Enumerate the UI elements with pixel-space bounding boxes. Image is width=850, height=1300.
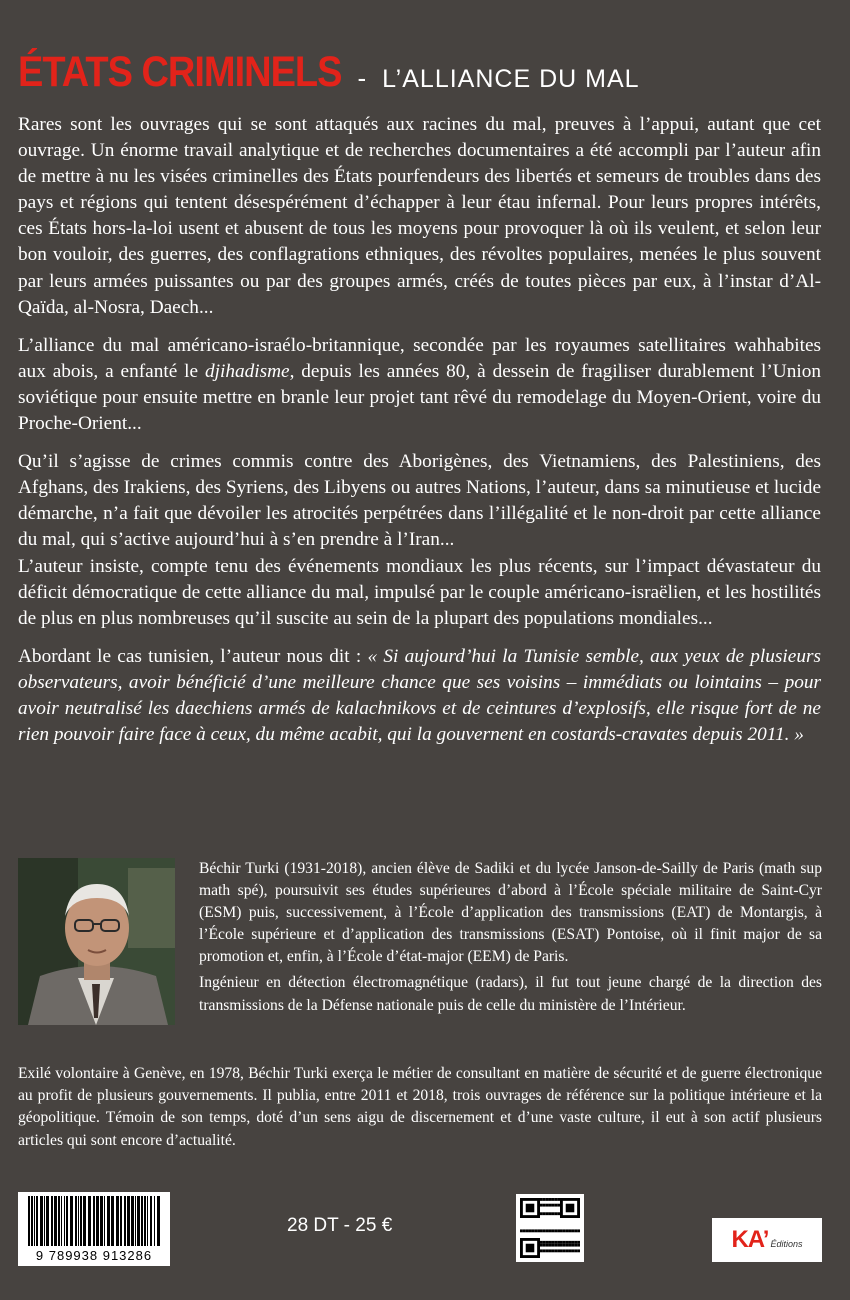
paragraph-2 — [18, 333, 821, 437]
barcode-bar — [157, 1196, 160, 1246]
qr-module — [546, 1212, 549, 1215]
qr-module — [546, 1204, 549, 1207]
qr-module — [560, 1244, 563, 1247]
qr-module — [574, 1241, 577, 1244]
author-portrait-icon — [18, 858, 175, 1025]
qr-module — [577, 1249, 580, 1252]
qr-module — [574, 1229, 577, 1232]
qr-finder-core — [526, 1204, 535, 1213]
qr-module — [551, 1241, 554, 1244]
barcode-bar — [154, 1196, 155, 1246]
publisher-mark: KA’ — [731, 1226, 769, 1253]
paragraph-5-quote: « Si aujourd’hui la Tunisie semble, aux yeux de plusieurs observateurs, avoir bénéficié d’une meilleure chance que ses voisins – immédiats ou lointains – pour avoir neutralisé les daechiens armés de kalachnikovs et de ceintures d’explosifs, elle risque fort de ne rien pouvoir faire face à ceux, du même acabit, qui la gouvernent en costards-cravates depuis 2011. » — [18, 645, 821, 746]
qr-module — [549, 1212, 552, 1215]
barcode-bar — [34, 1196, 35, 1246]
qr-module — [557, 1212, 560, 1215]
qr-module — [543, 1204, 546, 1207]
qr-module — [543, 1229, 546, 1232]
barcode-bar — [120, 1196, 122, 1246]
qr-module — [563, 1249, 566, 1252]
barcode-bar — [104, 1196, 105, 1246]
paragraph-5-intro: Abordant le cas tunisien, l’auteur nous dit : — [18, 645, 368, 667]
barcode-bar — [150, 1196, 152, 1246]
barcode-bar — [31, 1196, 33, 1246]
barcode-bar — [46, 1196, 49, 1246]
qr-module — [540, 1229, 543, 1232]
barcode-bar — [107, 1196, 110, 1246]
qr-module — [551, 1229, 554, 1232]
qr-module — [546, 1229, 549, 1232]
barcode-bar — [147, 1196, 148, 1246]
barcode-bar — [80, 1196, 82, 1246]
qr-module — [560, 1229, 563, 1232]
barcode-icon — [18, 1192, 170, 1250]
qr-module — [549, 1241, 552, 1244]
qr-module — [540, 1204, 543, 1207]
qr-finder-core — [566, 1204, 575, 1213]
qr-module — [543, 1244, 546, 1247]
title-main: ÉTATS CRIMINELS — [18, 48, 342, 96]
qr-module — [569, 1229, 572, 1232]
qr-module — [571, 1249, 574, 1252]
qr-module — [557, 1198, 560, 1201]
qr-module — [543, 1249, 546, 1252]
barcode-bar — [58, 1196, 60, 1246]
title-subtitle: L’ALLIANCE DU MAL — [382, 65, 640, 93]
isbn-number: 9 789938 913286 — [35, 1248, 153, 1263]
qr-module — [540, 1212, 543, 1215]
isbn-barcode — [18, 1192, 170, 1266]
qr-module — [577, 1244, 580, 1247]
qr-module — [546, 1241, 549, 1244]
qr-module — [546, 1249, 549, 1252]
barcode-bar — [78, 1196, 79, 1246]
qr-module — [569, 1241, 572, 1244]
qr-module — [566, 1249, 569, 1252]
qr-module — [566, 1241, 569, 1244]
paragraph-5 — [18, 644, 821, 748]
qr-module — [543, 1241, 546, 1244]
barcode-bar — [100, 1196, 103, 1246]
qr-finder-core — [526, 1244, 535, 1253]
author-bio — [199, 858, 822, 1021]
paragraph-4: L’auteur insiste, compte tenu des événements mondiaux les plus récents, sur l’impact dévastateur du déficit démocratique de cette alliance du mal, impulsé par le couple américano-israëlien, et les hostilités de plus en plus nombreuses qu’il suscite au sein de la plupart des populations mondiales... — [18, 555, 821, 629]
qr-module — [554, 1241, 557, 1244]
barcode-bar — [54, 1196, 57, 1246]
qr-module — [571, 1229, 574, 1232]
qr-module — [557, 1241, 560, 1244]
qr-code — [516, 1194, 584, 1262]
qr-module — [549, 1249, 552, 1252]
qr-module — [531, 1229, 534, 1232]
qr-module — [574, 1249, 577, 1252]
title-separator: - — [357, 63, 367, 93]
qr-module — [549, 1244, 552, 1247]
paragraph-2-start: L’alliance du mal américano-israélo-britannique, secondée par les royaumes satellitaires wahhabites aux abois, a enfanté le — [18, 334, 821, 382]
qr-module — [551, 1204, 554, 1207]
qr-module — [566, 1244, 569, 1247]
qr-module — [563, 1229, 566, 1232]
barcode-bar — [70, 1196, 73, 1246]
qr-module — [534, 1229, 537, 1232]
qr-module — [551, 1198, 554, 1201]
price: 28 DT - 25 € — [287, 1215, 393, 1236]
qr-module — [560, 1241, 563, 1244]
publisher-logo — [712, 1218, 822, 1262]
barcode-bar — [144, 1196, 146, 1246]
qr-module — [526, 1229, 529, 1232]
qr-module — [557, 1249, 560, 1252]
barcode-bar — [111, 1196, 114, 1246]
qr-module — [551, 1244, 554, 1247]
barcode-bar — [135, 1196, 136, 1246]
qr-module — [549, 1229, 552, 1232]
bio-paragraph-2: Ingénieur en détection électromagnétique (radars), il fut tout jeune chargé de la direction des transmissions de la Défense nationale puis de celle du ministère de l’Intérieur. — [199, 974, 822, 1014]
qr-module — [557, 1229, 560, 1232]
barcode-bar — [66, 1196, 68, 1246]
barcode-bar — [36, 1196, 38, 1246]
qr-module — [540, 1249, 543, 1252]
paragraph-1: Rares sont les ouvrages qui se sont attaqués aux racines du mal, preuves à l’appui, autant que cet ouvrage. Un énorme travail analytique et de recherches documentaires a été accompli par l’auteur afin de mettre à nu les visées criminelles des États pourfendeurs des libertés et semeurs de troubles dans des pays et régions qui tentent désespérément d’échapper à leur étau infernal. Pour leurs propres intérêts, ces États hors-la-loi usent et abusent de tous les moyens pour provoquer là où ils veulent, et selon leur bon vouloir, des guerres, des conflagrations ethniques, des révoltes populaires, menées le plus souvent par leurs armées puissantes ou par des groupes armés, créés de toutes pièces par eux, à l’instar d’Al-Qaïda, al-Nosra, Daech... — [18, 114, 821, 318]
qr-module — [577, 1241, 580, 1244]
qr-module — [560, 1249, 563, 1252]
qr-module — [540, 1198, 543, 1201]
qr-module — [563, 1241, 566, 1244]
back-cover-text — [18, 112, 821, 760]
barcode-bar — [141, 1196, 143, 1246]
paragraph-3: Qu’il s’agisse de crimes commis contre des Aborigènes, des Vietnamiens, des Palestiniens, des Afghans, des Irakiens, des Syriens, des Libyens ou autres Nations, l’auteur, dans sa minutieuse et lucide démarche, n’a fait que dévoiler les atrocités perpétrées dans l’illégalité et le non-droit par cette alliance du mal, qui s’active aujourd’hui à s’en prendre à l’Iran... — [18, 451, 821, 551]
barcode-bar — [131, 1196, 134, 1246]
qr-module — [543, 1212, 546, 1215]
barcode-bar — [124, 1196, 126, 1246]
barcode-bar — [88, 1196, 91, 1246]
barcode-bar — [28, 1196, 30, 1246]
qr-module — [554, 1198, 557, 1201]
qr-module — [529, 1229, 532, 1232]
qr-module — [540, 1241, 543, 1244]
qr-module — [571, 1241, 574, 1244]
qr-module — [523, 1229, 526, 1232]
barcode-bar — [93, 1196, 95, 1246]
qr-module — [557, 1244, 560, 1247]
author-photo — [18, 858, 175, 1025]
qr-module — [577, 1229, 580, 1232]
barcode-bar — [61, 1196, 62, 1246]
qr-module — [537, 1229, 540, 1232]
qr-module — [563, 1244, 566, 1247]
barcode-bar — [83, 1196, 86, 1246]
qr-module — [549, 1204, 552, 1207]
qr-code-icon — [516, 1194, 584, 1262]
bio-paragraph-1: Béchir Turki (1931-2018), ancien élève de Sadiki et du lycée Janson-de-Sailly de Paris (math sup math spé), poursuivit ses études supérieures d’abord à l’École spéciale militaire de Saint-Cyr (ESM) puis, successivement, à l’École d’application des transmissions (EAT) de Montargis, à l’École supérieure et d’application des transmissions (ESAT) Pontoise, où il finit major de sa promotion et, enfin, à l’École d’état-major (EEM) de Paris. — [199, 860, 822, 966]
barcode-bar — [127, 1196, 130, 1246]
book-title — [18, 48, 640, 97]
qr-module — [549, 1198, 552, 1201]
barcode-bar — [137, 1196, 140, 1246]
qr-module — [557, 1204, 560, 1207]
bio-paragraph-3: Exilé volontaire à Genève, en 1978, Béchir Turki exerça le métier de consultant en matière de sécurité et de guerre électronique au profit de plusieurs gouvernements. Il publia, entre 2011 et 2018, trois ouvrages de référence sur la politique intérieure et la géopolitique. Témoin de son temps, doté d’un sens aigu de discernement et d’une vaste culture, il eut à son actif plusieurs articles qui sont encore d’actualité. — [18, 1065, 822, 1149]
qr-module — [571, 1244, 574, 1247]
qr-module — [520, 1229, 523, 1232]
qr-module — [540, 1244, 543, 1247]
qr-module — [554, 1229, 557, 1232]
paragraph-2-end: , depuis les années 80, à dessein de fragiliser durablement l’Union soviétique pour ensuite mettre en branle leur projet tant rêvé du remodelage du Moyen-Orient, voire du Proche-Orient... — [18, 360, 821, 435]
qr-module — [574, 1244, 577, 1247]
qr-module — [551, 1212, 554, 1215]
qr-module — [554, 1249, 557, 1252]
qr-module — [554, 1212, 557, 1215]
qr-module — [554, 1204, 557, 1207]
barcode-bar — [51, 1196, 53, 1246]
barcode-bar — [75, 1196, 77, 1246]
qr-module — [554, 1244, 557, 1247]
qr-module — [569, 1249, 572, 1252]
qr-module — [546, 1198, 549, 1201]
barcode-bar — [64, 1196, 65, 1246]
publisher-word: Éditions — [770, 1239, 803, 1249]
qr-module — [551, 1249, 554, 1252]
qr-module — [566, 1229, 569, 1232]
barcode-bar — [96, 1196, 99, 1246]
barcode-bar — [40, 1196, 43, 1246]
qr-module — [543, 1198, 546, 1201]
qr-module — [569, 1244, 572, 1247]
barcode-bar — [116, 1196, 119, 1246]
qr-module — [546, 1244, 549, 1247]
barcode-bar — [44, 1196, 45, 1246]
paragraph-2-italic: djihadisme — [204, 360, 290, 382]
